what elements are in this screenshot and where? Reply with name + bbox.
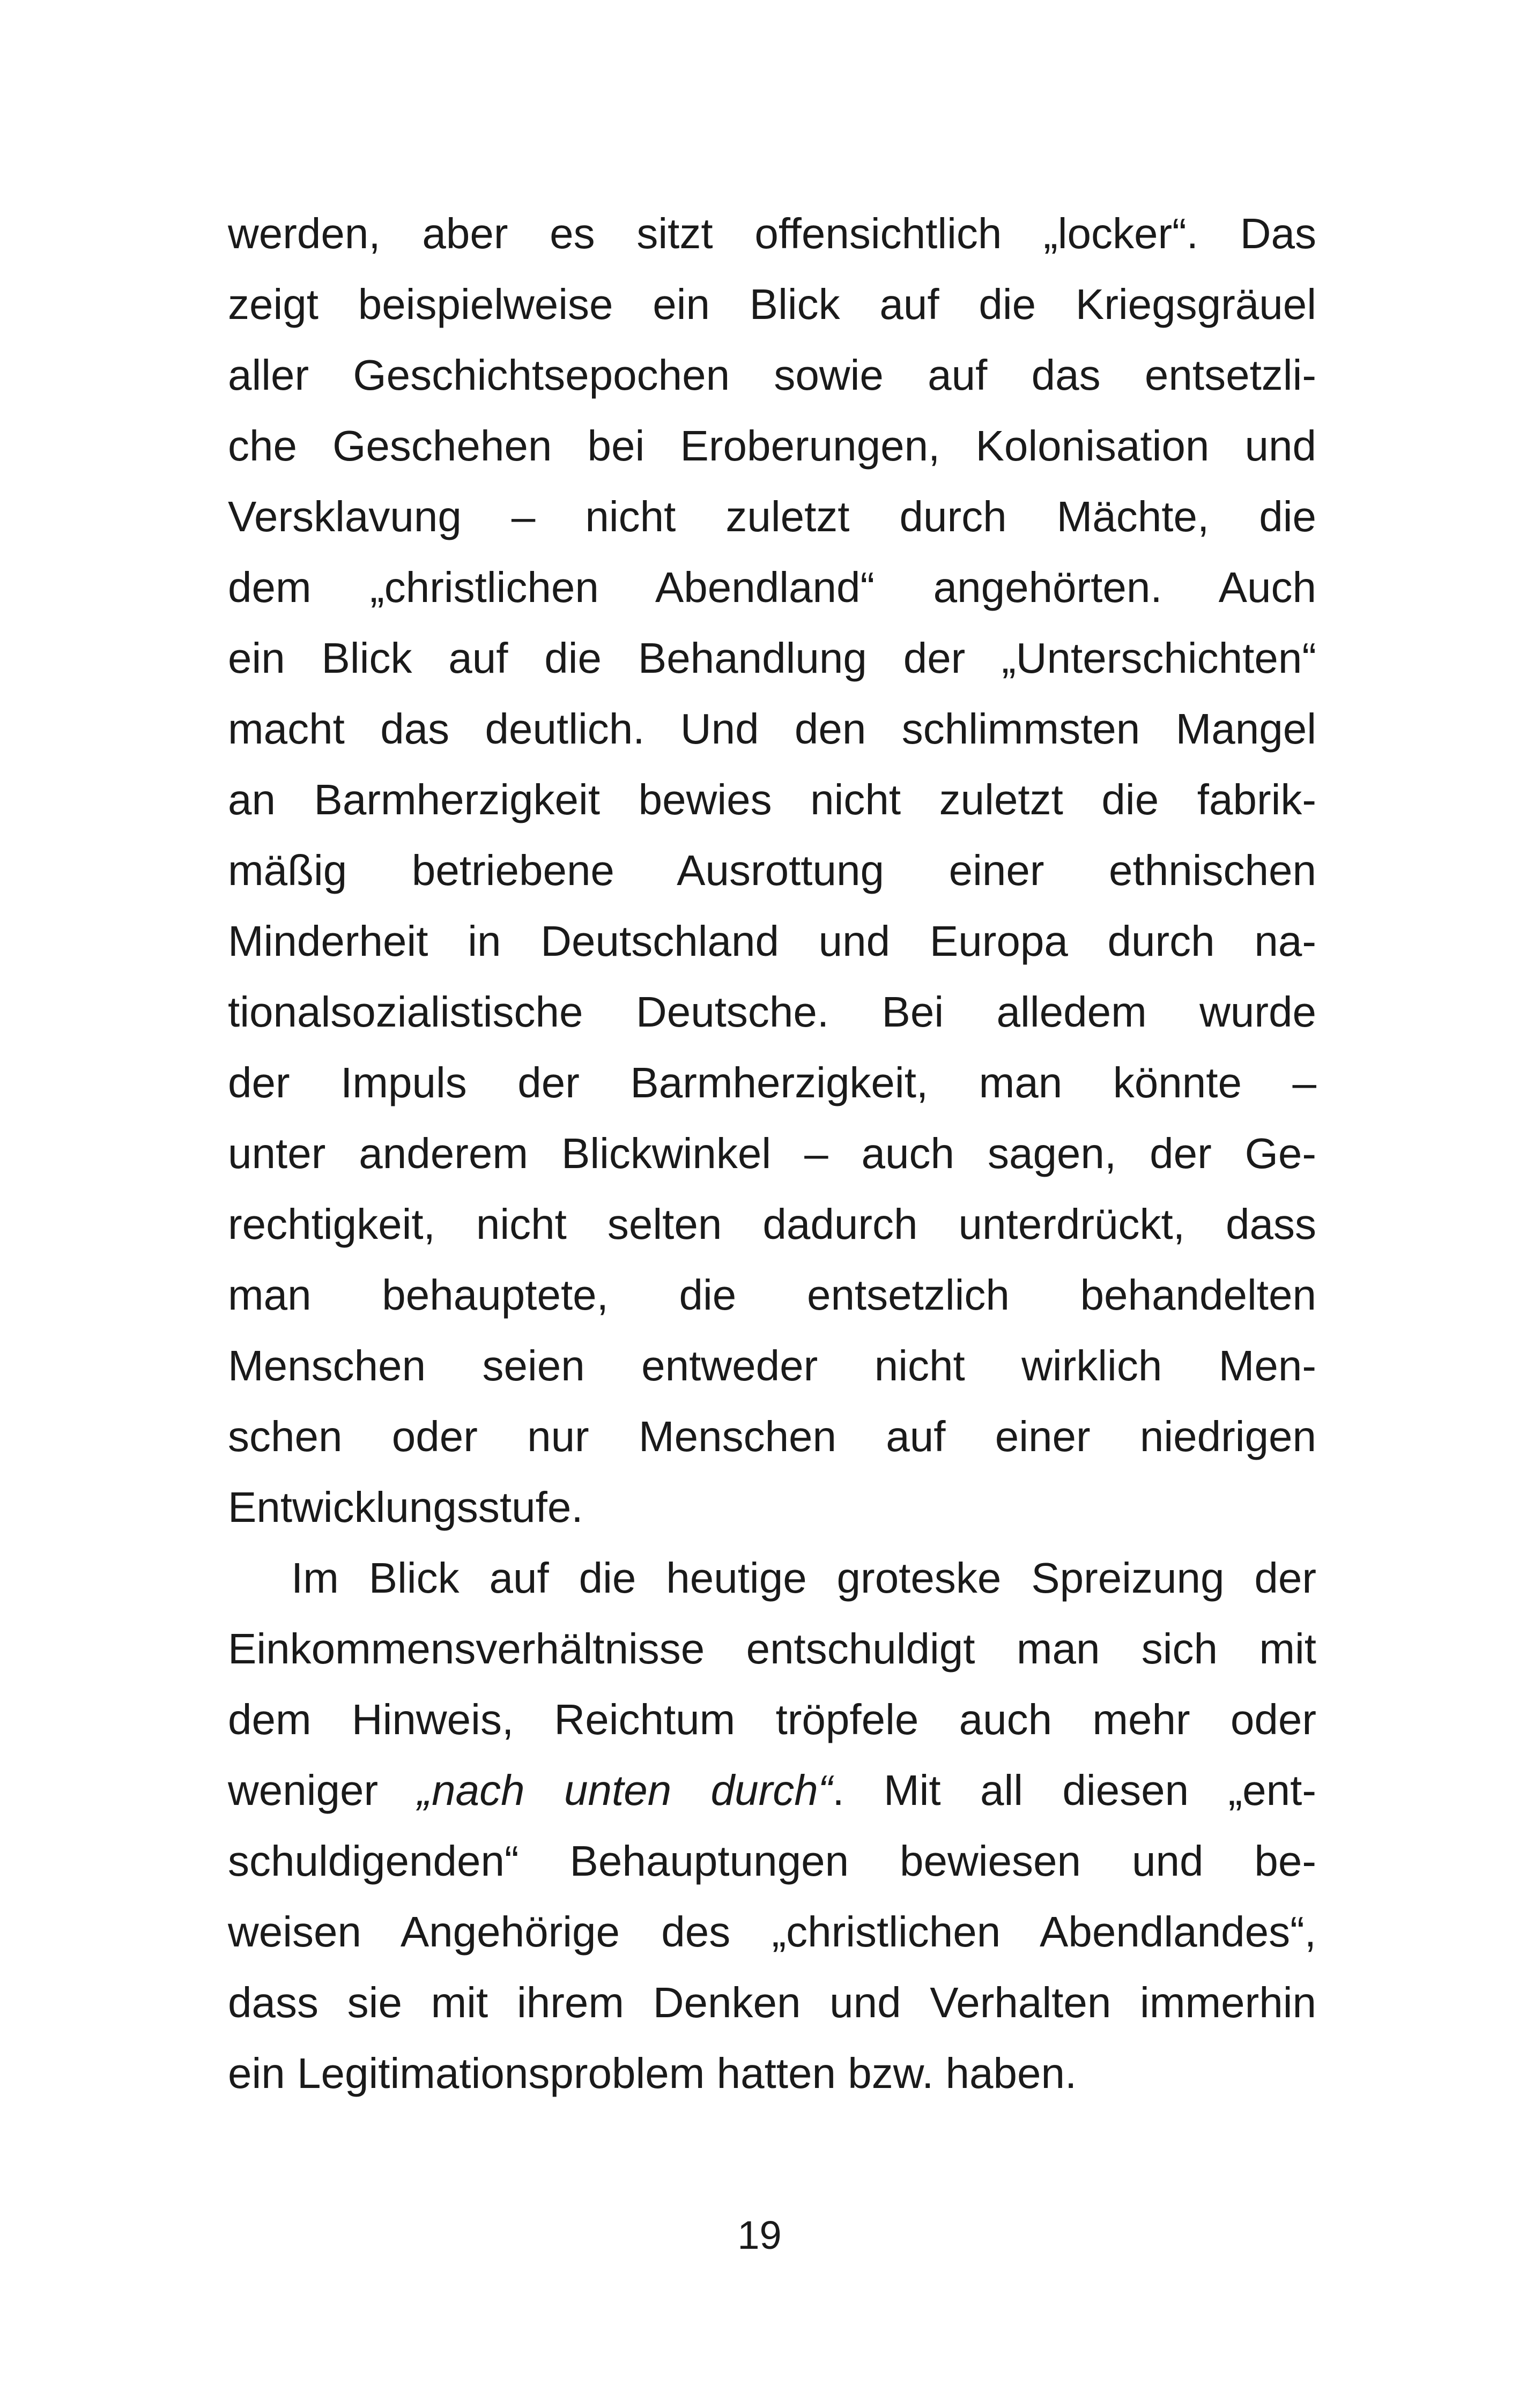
- text-line: der Impuls der Barmherzigkeit, man könnte –: [228, 1059, 1316, 1106]
- text-line: an Barmherzigkeit bewies nicht zuletzt die fabrik-: [228, 776, 1316, 823]
- text-line-with-italic: [228, 1755, 1316, 1826]
- body-text: [228, 198, 1316, 2109]
- text-line: unter anderem Blickwinkel – auch sagen, der Ge-: [228, 1129, 1316, 1177]
- text-line: schuldigenden“ Behauptungen bewiesen und be-: [228, 1837, 1316, 1885]
- text-line: che Geschehen bei Eroberungen, Kolonisation und: [228, 422, 1316, 470]
- text-line: rechtigkeit, nicht selten dadurch unterdrückt, dass: [228, 1200, 1316, 1248]
- text-line: weisen Angehörige des „christlichen Abendlandes“,: [228, 1908, 1316, 1956]
- page-number: 19: [737, 2213, 782, 2257]
- text-line: ein Legitimationsproblem hatten bzw. haben.: [228, 2049, 1077, 2097]
- text-line: Entwicklungsstufe.: [228, 1483, 583, 1531]
- text-line: Versklavung – nicht zuletzt durch Mächte, die: [228, 493, 1316, 540]
- italic-quote: „nach unten durch“: [417, 1766, 833, 1814]
- paragraph-1: [228, 198, 1316, 1543]
- text-line: macht das deutlich. Und den schlimmsten Mangel: [228, 705, 1316, 753]
- text-line: Menschen seien entweder nicht wirklich Men-: [228, 1342, 1316, 1389]
- text-segment: weniger: [228, 1766, 418, 1814]
- paragraph-2: [228, 1543, 1316, 2109]
- text-line: Einkommensverhältnisse entschuldigt man sich mit: [228, 1625, 1316, 1673]
- text-line: Minderheit in Deutschland und Europa durch na-: [228, 917, 1316, 965]
- text-line: tionalsozialistische Deutsche. Bei alledem wurde: [228, 988, 1316, 1036]
- text-line: aller Geschichtsepochen sowie auf das entsetzli-: [228, 351, 1316, 399]
- text-line: ein Blick auf die Behandlung der „Unterschichten“: [228, 634, 1316, 682]
- text-line: Im Blick auf die heutige groteske Spreizung der: [291, 1554, 1316, 1602]
- text-line: dass sie mit ihrem Denken und Verhalten immerhin: [228, 1979, 1316, 2026]
- text-line: man behauptete, die entsetzlich behandelten: [228, 1271, 1316, 1319]
- text-line: dem „christlichen Abendland“ angehörten. Auch: [228, 563, 1316, 611]
- text-line: zeigt beispielweise ein Blick auf die Kriegsgräuel: [228, 280, 1316, 328]
- text-line: schen oder nur Menschen auf einer niedrigen: [228, 1413, 1316, 1460]
- text-line: dem Hinweis, Reichtum tröpfele auch mehr oder: [228, 1696, 1316, 1743]
- text-segment: . Mit all diesen „ent-: [832, 1766, 1316, 1814]
- text-line: mäßig betriebene Ausrottung einer ethnischen: [228, 846, 1316, 894]
- text-line: werden, aber es sitzt offensichtlich „locker“. Das: [228, 210, 1316, 257]
